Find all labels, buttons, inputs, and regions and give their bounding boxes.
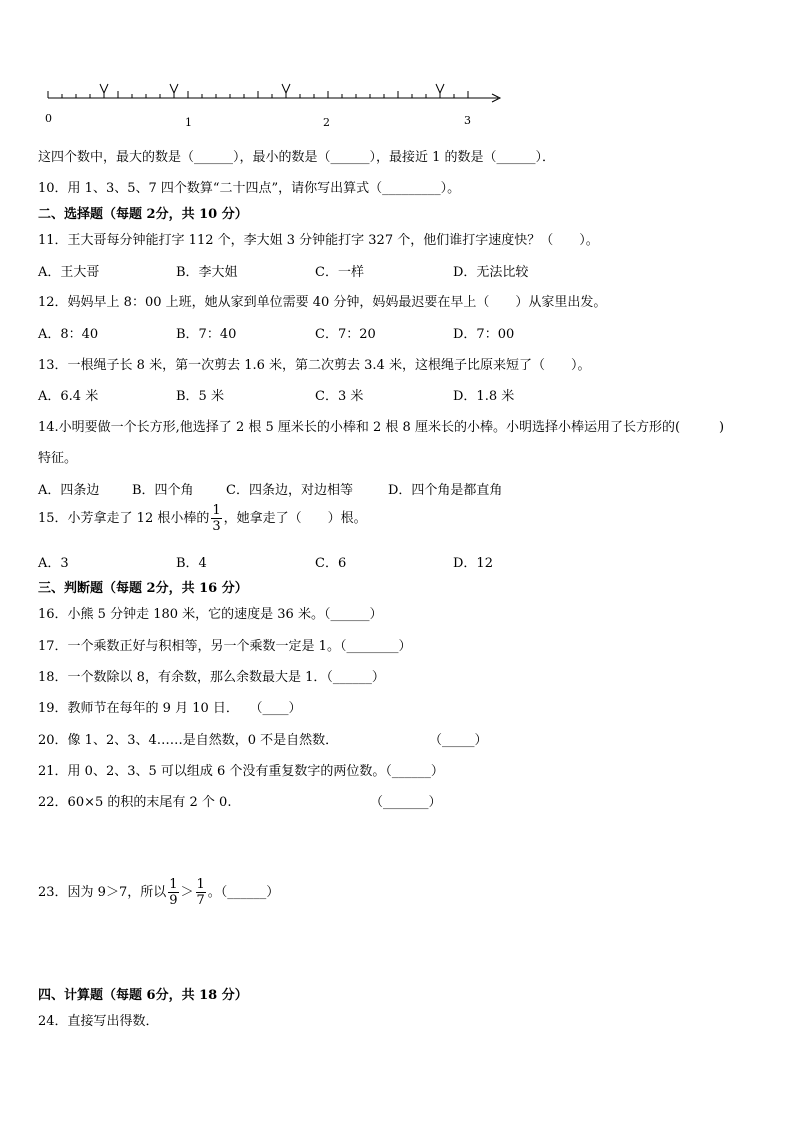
q23-fraction-1 xyxy=(168,878,178,907)
question-24: 24．直接写出得数． xyxy=(38,1014,159,1029)
number-line-graphic xyxy=(40,80,510,110)
number-line xyxy=(40,80,510,129)
question-12: 12．妈妈早上 8：00 上班，她从家到单位需要 40 分钟，妈妈最迟要在早上（ ）从家里出发。 xyxy=(38,295,607,310)
section-2-heading: 二、选择题（每题 2分，共 10 分） xyxy=(38,207,248,222)
q23-fraction-2 xyxy=(196,878,206,907)
q23-greater-than: ＞ xyxy=(180,885,194,900)
q15-fraction xyxy=(211,504,221,533)
q14-option-d[interactable]: D．四个角是都直角 xyxy=(388,483,503,498)
q15-text-before: 15．小芳拿走了 12 根小棒的 xyxy=(38,511,210,526)
question-15 xyxy=(38,504,367,533)
question-11: 11．王大哥每分钟能打字 112 个，李大姐 3 分钟能打字 327 个，他们谁打字速度快？（ ）。 xyxy=(38,233,599,248)
section-4-heading: 四、计算题（每题 6分，共 18 分） xyxy=(38,988,248,1003)
q12-option-d[interactable]: D．7：00 xyxy=(453,327,515,342)
q23-fraction-1-denominator: 9 xyxy=(169,893,178,908)
q15-text-after: ，她拿走了（ ）根。 xyxy=(223,511,367,526)
q23-text-before: 23．因为 9＞7，所以 xyxy=(38,885,167,900)
q11-option-a[interactable]: A．王大哥 xyxy=(38,265,100,280)
question-22: 22．60×5 的积的末尾有 2 个 0. xyxy=(38,795,232,810)
number-line-marker-arrow xyxy=(100,84,108,98)
q23-text-after: 。（______） xyxy=(207,885,280,900)
q13-option-d[interactable]: D．1.8 米 xyxy=(453,389,515,404)
q23-fraction-2-numerator: 1 xyxy=(196,877,205,892)
q13-option-b[interactable]: B．5 米 xyxy=(176,389,224,404)
question-23 xyxy=(38,878,279,907)
question-13: 13．一根绳子长 8 米，第一次剪去 1.6 米，第二次剪去 3.4 米，这根绳子比原来短了（ ）。 xyxy=(38,358,591,373)
q23-fraction-2-denominator: 7 xyxy=(196,893,205,908)
question-22-blank: （_______） xyxy=(370,795,442,810)
number-line-label-3: 3 xyxy=(464,114,471,127)
question-20-blank: （_____） xyxy=(429,733,488,748)
q14-option-b[interactable]: B．四个角 xyxy=(132,483,194,498)
q23-fraction-1-numerator: 1 xyxy=(169,877,178,892)
number-line-label-0: 0 xyxy=(45,112,52,125)
q12-option-c[interactable]: C．7：20 xyxy=(315,327,376,342)
question-10: 10．用 1、3、5、7 四个数算“二十四点”，请你写出算式（_________）。 xyxy=(38,181,461,196)
q11-option-c[interactable]: C．一样 xyxy=(315,265,364,280)
number-line-marker-arrow xyxy=(170,84,178,98)
q15-option-b[interactable]: B．4 xyxy=(176,556,207,571)
question-21: 21．用 0、2、3、5 可以组成 6 个没有重复数字的两位数。（______） xyxy=(38,764,444,779)
question-14-line-1: 14.小明要做一个长方形,他选择了 2 根 5 厘米长的小棒和 2 根 8 厘米长的小棒。小明选择小棒运用了长方形的( ) xyxy=(38,420,725,435)
question-9-text: 这四个数中，最大的数是（______），最小的数是（______），最接近 1 的数是（______）． xyxy=(38,150,556,165)
q13-option-c[interactable]: C．3 米 xyxy=(315,389,364,404)
q15-option-a[interactable]: A．3 xyxy=(38,556,69,571)
q15-fraction-numerator: 1 xyxy=(212,503,221,518)
question-19: 19．教师节在每年的 9 月 10 日． （____） xyxy=(38,701,302,716)
q15-option-d[interactable]: D．12 xyxy=(453,556,493,571)
q14-option-c[interactable]: C．四条边，对边相等 xyxy=(226,483,353,498)
q12-option-a[interactable]: A．8：40 xyxy=(38,327,99,342)
q15-option-c[interactable]: C．6 xyxy=(315,556,347,571)
question-16: 16．小熊 5 分钟走 180 米，它的速度是 36 米。（______） xyxy=(38,607,383,622)
q15-fraction-denominator: 3 xyxy=(212,519,221,534)
q11-option-b[interactable]: B．李大姐 xyxy=(176,265,238,280)
number-line-label-1: 1 xyxy=(185,116,192,129)
number-line-marker-arrow xyxy=(282,84,290,98)
q12-option-b[interactable]: B．7：40 xyxy=(176,327,237,342)
question-17: 17．一个乘数正好与积相等，另一个乘数一定是 1。（________） xyxy=(38,639,412,654)
question-20: 20．像 1、2、3、4……是自然数，0 不是自然数． xyxy=(38,733,339,748)
number-line-label-2: 2 xyxy=(323,116,330,129)
question-18: 18．一个数除以 8，有余数，那么余数最大是 1．（______） xyxy=(38,670,385,685)
q14-option-a[interactable]: A．四条边 xyxy=(38,483,100,498)
q11-option-d[interactable]: D．无法比较 xyxy=(453,265,529,280)
q13-option-a[interactable]: A．6.4 米 xyxy=(38,389,99,404)
section-3-heading: 三、判断题（每题 2分，共 16 分） xyxy=(38,581,248,596)
question-14-line-2: 特征。 xyxy=(38,451,78,466)
number-line-marker-arrow xyxy=(436,84,444,98)
